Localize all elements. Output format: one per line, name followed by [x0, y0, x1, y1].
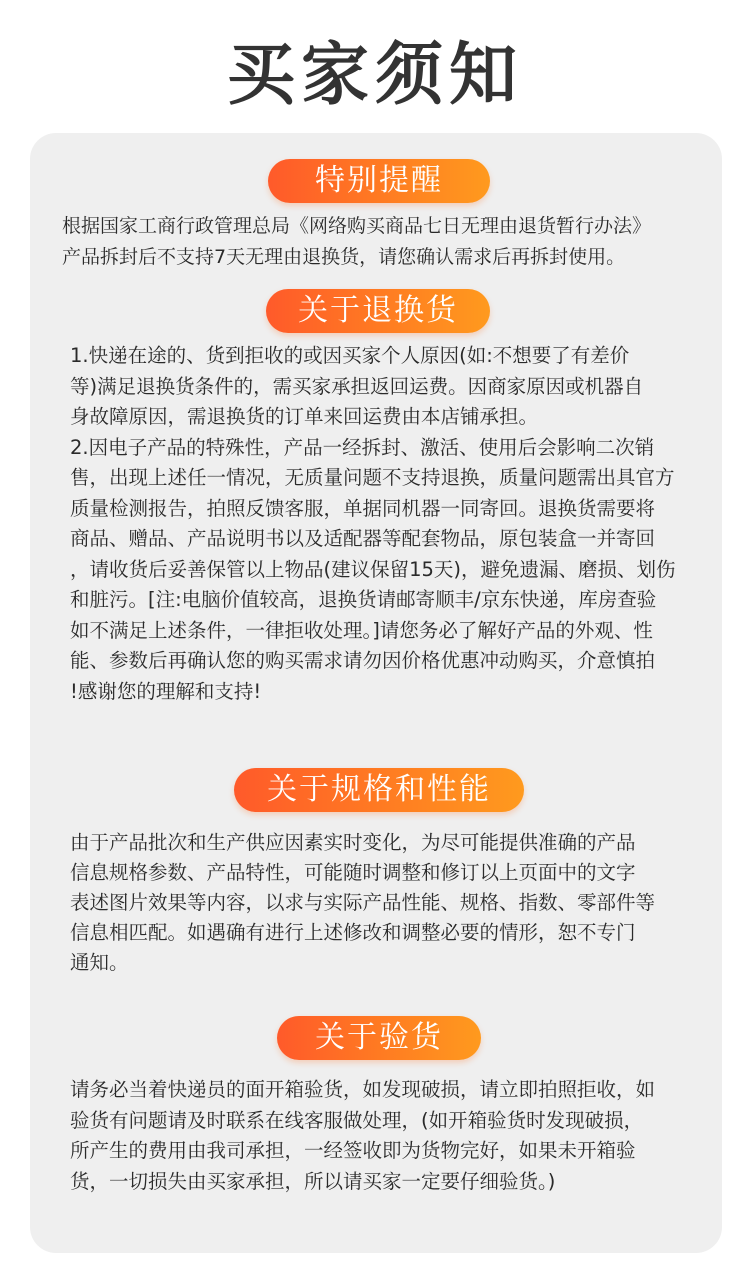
- section-heading-inspection: 关于验货: [277, 1016, 481, 1060]
- section-text-special-reminder: 根据国家工商行政管理总局《网络购买商品七日无理由退货暂行办法》 产品拆封后不支持7天无理由退换货，请您确认需求后再拆封使用。: [62, 215, 652, 268]
- section-text-specs: 由于产品批次和生产供应因素实时变化，为尽可能提供准确的产品 信息规格参数、产品特性，可能随时调整和修订以上页面中的文字 表述图片效果等内容，以求与实际产品性能、规格、指数、零部件等 信息相匹配。如遇确有进行上述修改和调整必要的情形，恕不专门 通知。: [70, 831, 656, 974]
- section-heading-returns: 关于退换货: [266, 289, 490, 333]
- section-heading-special-reminder: 特别提醒: [268, 159, 490, 203]
- section-heading-specs: 关于规格和性能: [234, 768, 524, 812]
- page-title: 买家须知: [226, 36, 523, 115]
- section-text-inspection: 请务必当着快递员的面开箱验货，如发现破损，请立即拍照拒收，如 验货有问题请及时联系在线客服做处理，(如开箱验货时发现破损， 所产生的费用由我司承担，一经签收即为货物完好，如果未开箱验 货，一切损失由买家承担，所以请买家一定要仔细验货。): [70, 1078, 656, 1193]
- section-text-returns: 1.快递在途的、货到拒收的或因买家个人原因(如:不想要了有差价 等)满足退换货条件的，需买家承担返回运费。因商家原因或机器自 身故障原因，需退换货的订单来回运费由本店铺承担。 2.因电子产品的特殊性，产品一经拆封、激活、使用后会影响二次销 售，出现上述任一情况，无质量问题不支持退换，质量问题需出具官方 质量检测报告，拍照反馈客服，单据同机器一同寄回。退换货需要将 商品、赠品、产品说明书以及适配器等配套物品，原包装盒一并寄回 ，请收货后妥善保管以上物品(建议保留15天)，避免遗漏、磨损、划伤 和脏污。[注:电脑价值较高，退换货请邮寄顺丰/京东快递，库房查验 如不满足上述条件，一律拒收处理。]请您务必了解好产品的外观、性 能、参数后再确认您的购买需求请勿因价格优惠冲动购买，介意慎拍 !感谢您的理解和支持!: [70, 344, 676, 703]
